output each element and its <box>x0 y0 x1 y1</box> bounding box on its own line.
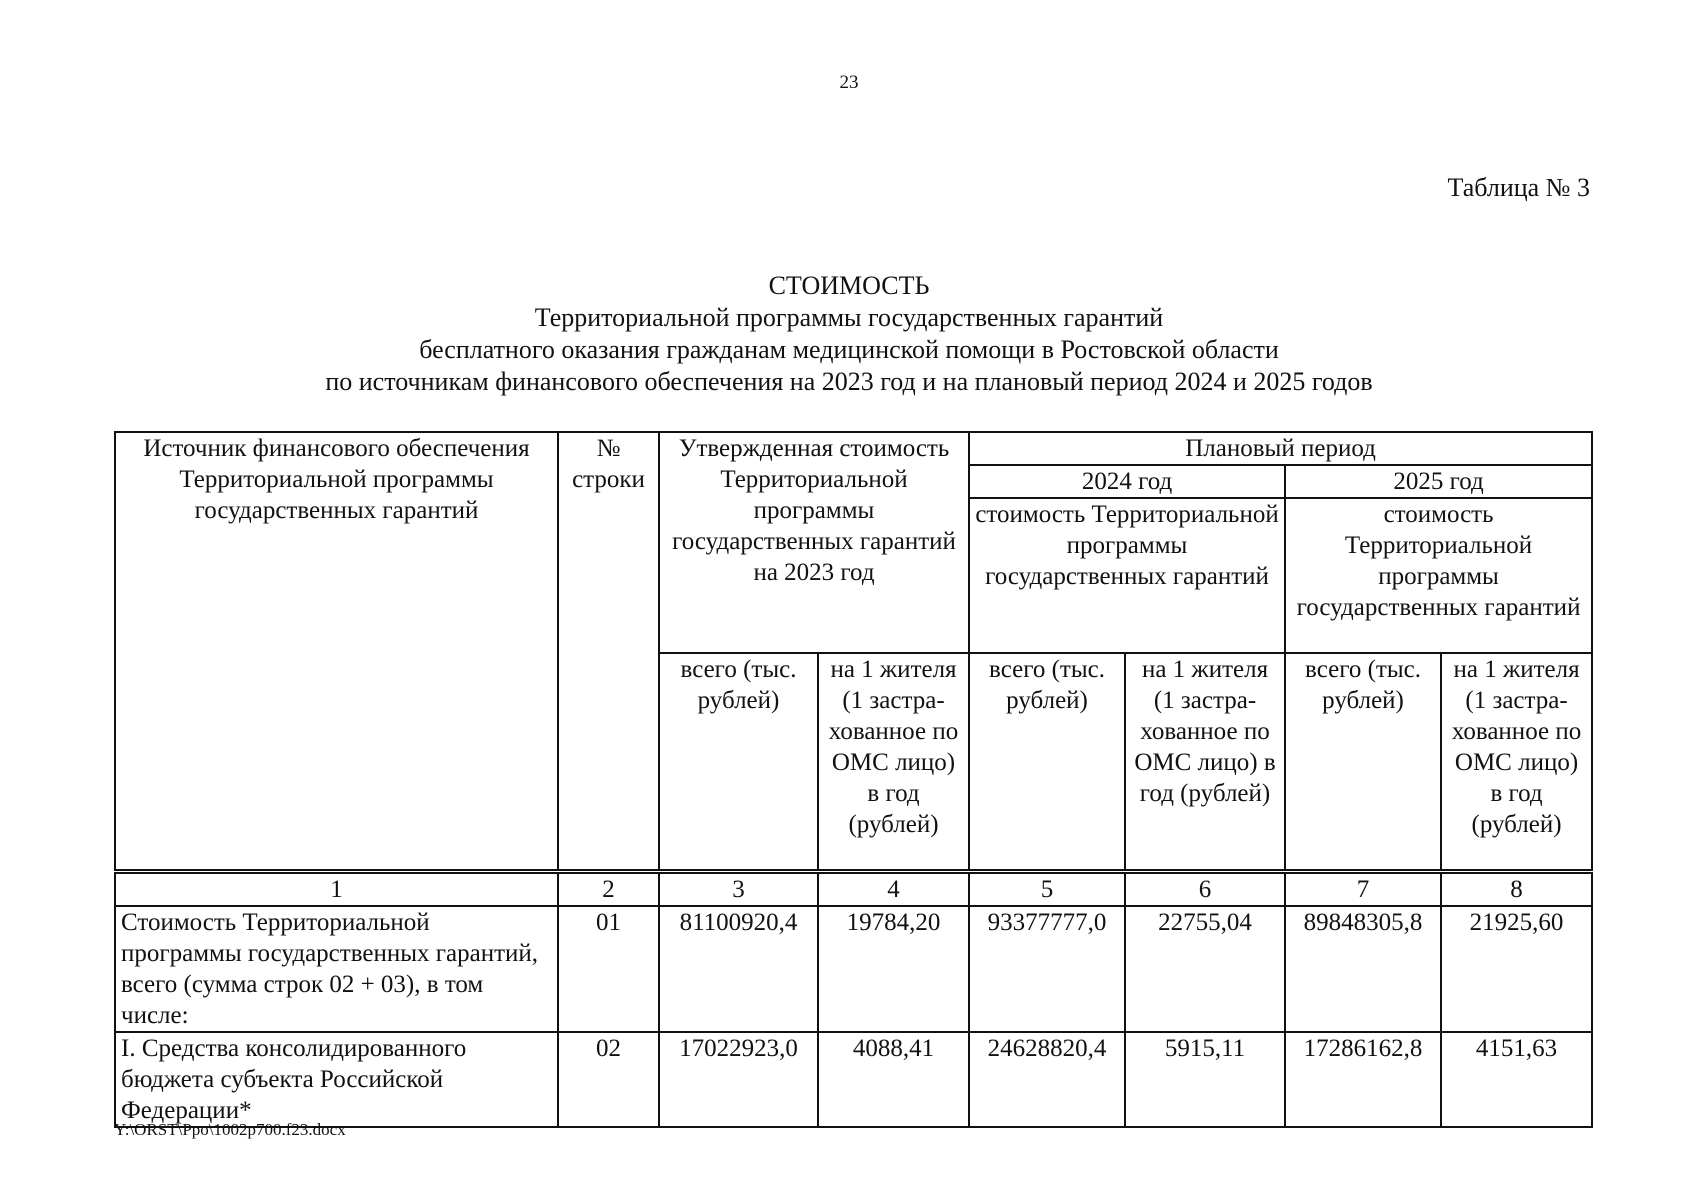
column-number: 6 <box>1125 871 1285 906</box>
file-path: Y:\ORST\Ppo\1002p700.f23.docx <box>114 1120 346 1139</box>
value-cell: 5915,11 <box>1125 1032 1285 1127</box>
header-approved-cost: Утвержденная стоимость Территориальной программы государственных гарантий на 2023 год <box>659 432 969 653</box>
value-cell: 21925,60 <box>1441 906 1592 1032</box>
row-label: Стоимость Территориальной программы государственных гарантий, всего (сумма строк 02 + 03), в том числе: <box>115 906 558 1032</box>
header-per-capita-2024: на 1 жителя (1 застра-хованное по ОМС лицо) в год (рублей) <box>1125 653 1285 871</box>
column-number: 7 <box>1285 871 1441 906</box>
column-number: 3 <box>659 871 818 906</box>
title-line: Территориальной программы государственных гарантий <box>534 303 1164 332</box>
table-row <box>115 1032 1592 1127</box>
value-cell: 93377777,0 <box>969 906 1125 1032</box>
header-year-2024: 2024 год <box>969 465 1285 498</box>
table-row <box>115 906 1592 1032</box>
header-total-2025: всего (тыс. рублей) <box>1285 653 1441 871</box>
row-number: 02 <box>558 1032 659 1127</box>
value-cell: 89848305,8 <box>1285 906 1441 1032</box>
value-cell: 4088,41 <box>818 1032 969 1127</box>
row-number: 01 <box>558 906 659 1032</box>
title-line: по источникам финансового обеспечения на 2023 год и на плановый период 2024 и 2025 годов <box>325 367 1373 396</box>
column-number: 1 <box>115 871 558 906</box>
header-total-2023: всего (тыс. рублей) <box>659 653 818 871</box>
table-label: Таблица № 3 <box>1447 173 1590 202</box>
header-per-capita-2025: на 1 жителя (1 застра-хованное по ОМС лицо) в год (рублей) <box>1441 653 1592 871</box>
value-cell: 17286162,8 <box>1285 1032 1441 1127</box>
row-label: I. Средства консолидированного бюджета субъекта Российской Федерации* <box>115 1032 558 1127</box>
value-cell: 24628820,4 <box>969 1032 1125 1127</box>
header-planned-period: Плановый период <box>969 432 1592 465</box>
value-cell: 19784,20 <box>818 906 969 1032</box>
header-cost-2024: стоимость Территориальной программы государственных гарантий <box>969 498 1285 653</box>
header-row-number: № строки <box>558 432 659 871</box>
page-number: 23 <box>839 72 859 93</box>
title-line: бесплатного оказания гражданам медицинской помощи в Ростовской области <box>419 335 1279 364</box>
column-number: 2 <box>558 871 659 906</box>
column-number: 5 <box>969 871 1125 906</box>
document-title <box>0 270 1698 398</box>
header-year-2025: 2025 год <box>1285 465 1592 498</box>
header-cost-2025: стоимость Территориальной программы государственных гарантий <box>1285 498 1592 653</box>
value-cell: 4151,63 <box>1441 1032 1592 1127</box>
header-total-2024: всего (тыс. рублей) <box>969 653 1125 871</box>
value-cell: 22755,04 <box>1125 906 1285 1032</box>
column-number: 8 <box>1441 871 1592 906</box>
title-line: СТОИМОСТЬ <box>768 271 930 300</box>
value-cell: 17022923,0 <box>659 1032 818 1127</box>
header-per-capita-2023: на 1 жителя (1 застра-хованное по ОМС лицо) в год (рублей) <box>818 653 969 871</box>
header-source: Источник финансового обеспечения Территориальной программы государственных гарантий <box>115 432 558 871</box>
value-cell: 81100920,4 <box>659 906 818 1032</box>
column-number: 4 <box>818 871 969 906</box>
cost-table <box>114 431 1593 1128</box>
